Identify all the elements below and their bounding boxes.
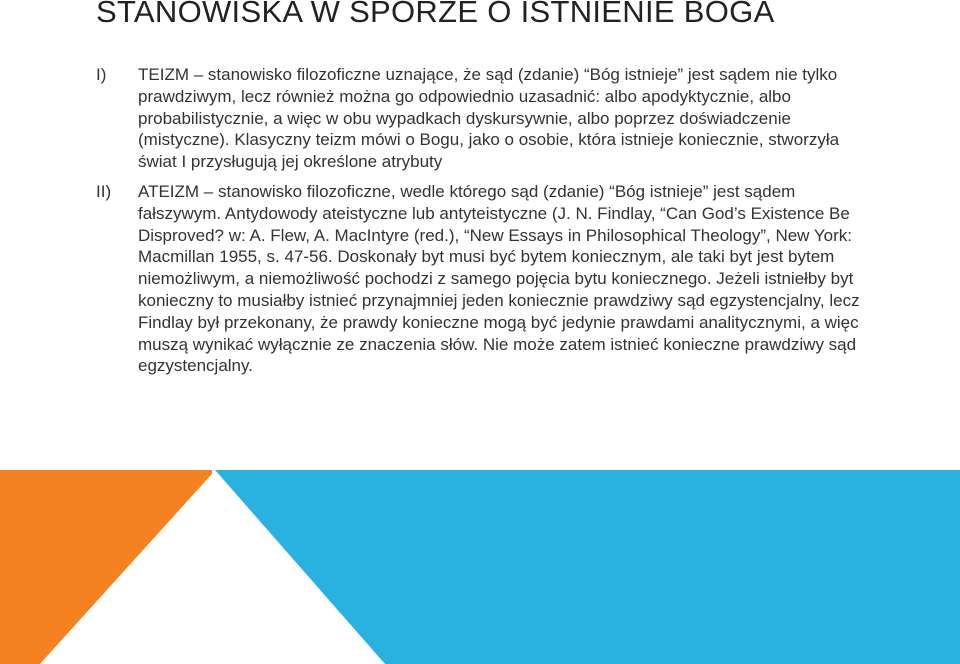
- decorative-footer-shapes: [0, 470, 960, 664]
- content-list: [96, 64, 866, 377]
- list-item-text: TEIZM – stanowisko filozoficzne uznające, że sąd (zdanie) “Bóg istnieje” jest sądem nie tylko prawdziwym, lecz również można go odpowiednio uzasadnić: albo apodyktycznie, albo probabilistycznie, a więc w obu wypadkach dyskursywnie, albo poprzez doświadczenie (mistyczne). Klasyczny teizm mówi o Bogu, jako o osobie, która istnieje koniecznie, stworzyła świat I przysługują jej określone atrybuty: [138, 65, 840, 172]
- list-marker: II): [96, 181, 112, 201]
- slide-title: STANOWISKA W SPORZE O ISTNIENIE BOGA: [96, 0, 775, 29]
- list-item-ateizm: [96, 181, 866, 377]
- list-item-teizm: [96, 64, 866, 173]
- list-marker: I): [96, 65, 107, 84]
- list-item-text: ATEIZM – stanowisko filozoficzne, wedle którego sąd (zdanie) “Bóg istnieje” jest sądem fałszywym. Antydowody ateistyczne lub antyteistyczne (J. N. Findlay, “Can God’s Existence Be Disproved? w: A. Flew, A. MacIntyre (red.), “New Essays in Philosophical Theology”, New York: Macmillan 1955, s. 47-56. Doskonały byt musi być bytem koniecznym, ale taki byt jest bytem niemożliwym, a niemożliwość pochodzi z samego pojęcia bytu koniecznego. Jeżeli istniełby byt konieczny to musiałby istnieć przynajmniej jeden koniecznie prawdziwy sąd egzystencjalny, lecz Findlay był przekonany, że prawdy konieczne mogą być jedynie prawdami analitycznymi, a więc muszą wynikać wyłącznie ze znaczenia słów. Nie może zatem istnieć konieczne prawdziwy sąd egzystencjalny.: [138, 181, 860, 376]
